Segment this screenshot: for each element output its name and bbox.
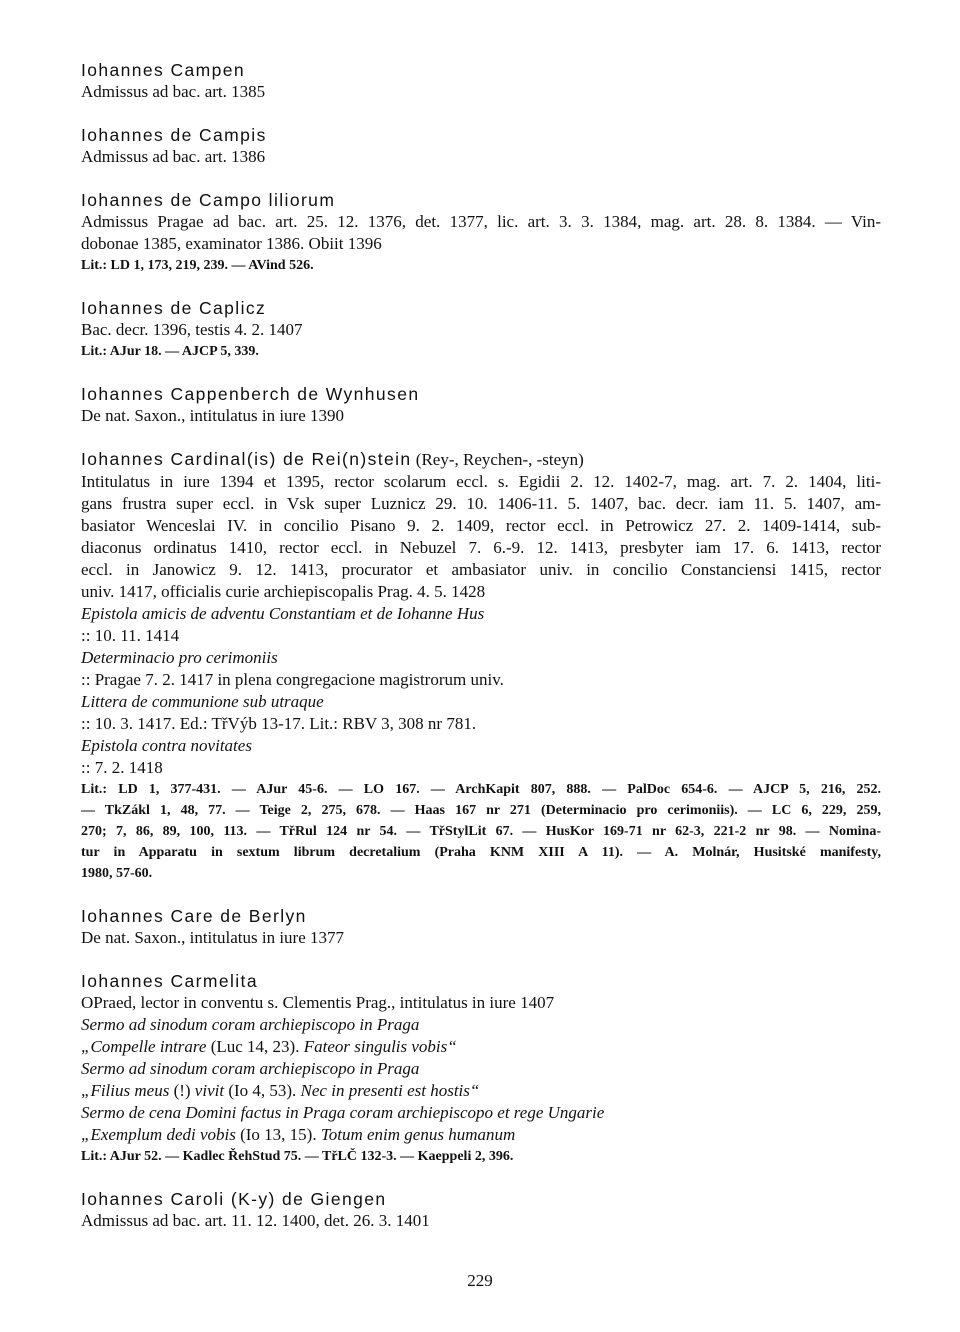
bible-reference: (Io 13, 15). bbox=[235, 1125, 321, 1144]
work-detail: :: Pragae 7. 2. 1417 in plena congregacione magistrorum univ. bbox=[81, 670, 504, 689]
entry-line: De nat. Saxon., intitulatus in iure 1377 bbox=[81, 928, 344, 947]
entry-name: Iohannes Carmelita bbox=[81, 971, 258, 991]
literature-line: — TkZákl 1, 48, 77. — Teige 2, 275, 678. — Haas 167 nr 271 (Determinacio pro cerimoniis). — LC 6, 229, 259, bbox=[81, 803, 881, 818]
literature-line: Lit.: LD 1, 377-431. — AJur 45-6. — LO 167. — ArchKapit 807, 888. — PalDoc 654-6. — AJCP 5, 216, 252. bbox=[81, 782, 881, 797]
entry-campen bbox=[81, 60, 881, 103]
entry-cardinalis bbox=[81, 449, 881, 884]
entry-line: eccl. in Janowicz 9. 12. 1413, procurator et ambasiator univ. in concilio Constanciensi 1415, rector bbox=[81, 560, 881, 579]
literature-line: Lit.: AJur 52. — Kadlec ŘehStud 75. — TřLČ 132-3. — Kaeppeli 2, 396. bbox=[81, 1149, 514, 1164]
sermon-title: Sermo ad sinodum coram archiepiscopo in Praga bbox=[81, 1015, 420, 1034]
entry-line: OPraed, lector in conventu s. Clementis Prag., intitulatus in iure 1407 bbox=[81, 993, 555, 1012]
entry-line: dobonae 1385, examinator 1386. Obiit 1396 bbox=[81, 234, 382, 253]
entry-name: Iohannes Campen bbox=[81, 60, 246, 80]
work-detail: :: 10. 11. 1414 bbox=[81, 626, 180, 645]
entry-de-caplicz bbox=[81, 298, 881, 362]
entry-line: Admissus Pragae ad bac. art. 25. 12. 1376, det. 1377, lic. art. 3. 3. 1384, mag. art. 28. 8. 1384. — Vin- bbox=[81, 212, 881, 231]
literature-line: 1980, 57-60. bbox=[81, 866, 153, 881]
sermon-incipit bbox=[81, 1080, 881, 1102]
entry-name: Iohannes Cappenberch de Wynhusen bbox=[81, 384, 420, 404]
entry-name: Iohannes de Campis bbox=[81, 125, 267, 145]
literature-line: tur in Apparatu in sextum librum decretalium (Praha KNM XIII A 11). — A. Molnár, Husitské manifesty, bbox=[81, 845, 881, 860]
entry-de-campis bbox=[81, 125, 881, 168]
entry-line: gans frustra super eccl. in Vsk super Luznicz 29. 10. 1406-11. 5. 1407, bac. decr. iam 11. 5. 1407, am- bbox=[81, 494, 881, 513]
sermon-incipit bbox=[81, 1124, 881, 1146]
sermon-title: Sermo ad sinodum coram archiepiscopo in Praga bbox=[81, 1059, 420, 1078]
work-title: Epistola contra novitates bbox=[81, 736, 252, 755]
bible-reference: (Io 4, 53). bbox=[224, 1081, 301, 1100]
entry-line: diaconus ordinatus 1410, rector eccl. in Nebuzel 7. 6.-9. 12. 1413, presbyter iam 17. 6. 1413, rector bbox=[81, 538, 881, 557]
incipit-text: vivit bbox=[194, 1081, 225, 1100]
work-title: Littera de communione sub utraque bbox=[81, 692, 324, 711]
incipit-text: Totum enim genus humanum bbox=[320, 1125, 516, 1144]
entry-de-campo-liliorum bbox=[81, 190, 881, 276]
entry-line: Admissus ad bac. art. 1385 bbox=[81, 82, 266, 101]
incipit-text: „Exemplum dedi vobis bbox=[81, 1125, 236, 1144]
editorial-mark: (!) bbox=[169, 1081, 195, 1100]
entry-name-row bbox=[81, 449, 881, 471]
entry-name: Iohannes Care de Berlyn bbox=[81, 906, 307, 926]
entry-line: Admissus ad bac. art. 11. 12. 1400, det. 26. 3. 1401 bbox=[81, 1211, 430, 1230]
entry-care-de-berlyn bbox=[81, 906, 881, 949]
sermon-incipit bbox=[81, 1036, 881, 1058]
entry-line: univ. 1417, officialis curie archiepiscopalis Prag. 4. 5. 1428 bbox=[81, 582, 486, 601]
entry-name: Iohannes de Campo liliorum bbox=[81, 190, 336, 210]
work-title: Epistola amicis de adventu Constantiam et de Iohanne Hus bbox=[81, 604, 485, 623]
literature-line: 270; 7, 86, 89, 100, 113. — TřRul 124 nr 54. — TřStylLit 67. — HusKor 169-71 nr 62-3, 221-2 nr 98. — Nomina- bbox=[81, 824, 881, 839]
incipit-text: „Filius meus bbox=[81, 1081, 170, 1100]
entries-column bbox=[81, 60, 881, 1254]
entry-line: De nat. Saxon., intitulatus in iure 1390 bbox=[81, 406, 344, 425]
literature-line: Lit.: AJur 18. — AJCP 5, 339. bbox=[81, 344, 259, 359]
incipit-text: Nec in presenti est hostis“ bbox=[300, 1081, 480, 1100]
entry-cappenberch bbox=[81, 384, 881, 427]
entry-line: basiator Wenceslai IV. in concilio Pisano 9. 2. 1409, rector eccl. in Petrowicz 27. 2. 1409-1414, sub- bbox=[81, 516, 881, 535]
literature-line: Lit.: LD 1, 173, 219, 239. — AVind 526. bbox=[81, 258, 314, 273]
work-detail: :: 10. 3. 1417. Ed.: TřVýb 13-17. Lit.: RBV 3, 308 nr 781. bbox=[81, 714, 477, 733]
work-detail: :: 7. 2. 1418 bbox=[81, 758, 163, 777]
entry-line: Admissus ad bac. art. 1386 bbox=[81, 147, 266, 166]
bible-reference: (Luc 14, 23). bbox=[206, 1037, 304, 1056]
entry-name: Iohannes de Caplicz bbox=[81, 298, 267, 318]
entry-line: Bac. decr. 1396, testis 4. 2. 1407 bbox=[81, 320, 303, 339]
page-number: 229 bbox=[467, 1271, 493, 1290]
work-title: Determinacio pro cerimoniis bbox=[81, 648, 278, 667]
entry-caroli-de-giengen bbox=[81, 1189, 881, 1232]
entry-name: Iohannes Cardinal(is) de Rei(n)stein bbox=[81, 449, 412, 469]
incipit-text: „Compelle intrare bbox=[81, 1037, 207, 1056]
sermon-title: Sermo de cena Domini factus in Praga coram archiepiscopo et rege Ungarie bbox=[81, 1103, 605, 1122]
entry-line: Intitulatus in iure 1394 et 1395, rector scolarum eccl. s. Egidii 2. 12. 1402-7, mag. art. 7. 2. 1404, liti- bbox=[81, 472, 881, 491]
entry-carmelita bbox=[81, 971, 881, 1167]
entry-name-variants: (Rey-, Reychen-, -steyn) bbox=[411, 450, 584, 469]
incipit-text: Fateor singulis vobis“ bbox=[303, 1037, 457, 1056]
entry-name: Iohannes Caroli (K-y) de Giengen bbox=[81, 1189, 387, 1209]
